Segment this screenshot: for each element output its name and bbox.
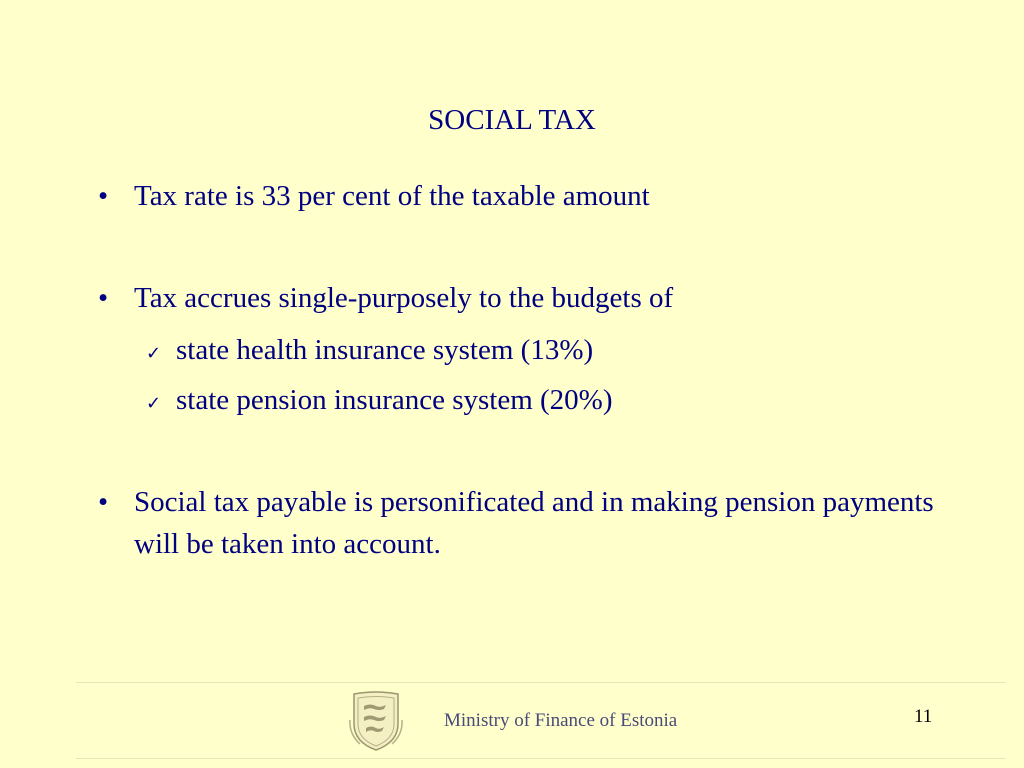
footer-divider-bottom [76, 758, 1006, 759]
bullet-item [98, 481, 958, 565]
bullet-item [98, 277, 958, 319]
sub-item-text: state pension insurance system (20%) [176, 384, 613, 416]
footer-divider-top [76, 682, 1006, 683]
sub-item [146, 379, 946, 425]
bullet-marker: • [98, 282, 109, 314]
footer-organization: Ministry of Finance of Estonia [444, 710, 678, 731]
coat-of-arms-icon [348, 690, 404, 752]
bullet-text: Social tax payable is personificated and in making pension payments will be taken into account. [134, 486, 934, 560]
bullet-marker: • [98, 180, 109, 212]
checkmark-icon: ✓ [146, 343, 162, 364]
bullet-marker: • [98, 486, 109, 518]
checkmark-icon: ✓ [146, 393, 162, 414]
sub-item-text: state health insurance system (13%) [176, 334, 594, 366]
bullet-text: Tax rate is 33 per cent of the taxable amount [134, 180, 650, 212]
page-number: 11 [914, 706, 933, 727]
bullet-text: Tax accrues single-purposely to the budgets of [134, 282, 674, 314]
sub-item [146, 329, 946, 375]
bullet-item [98, 175, 958, 217]
slide-title: SOCIAL TAX [428, 104, 596, 136]
